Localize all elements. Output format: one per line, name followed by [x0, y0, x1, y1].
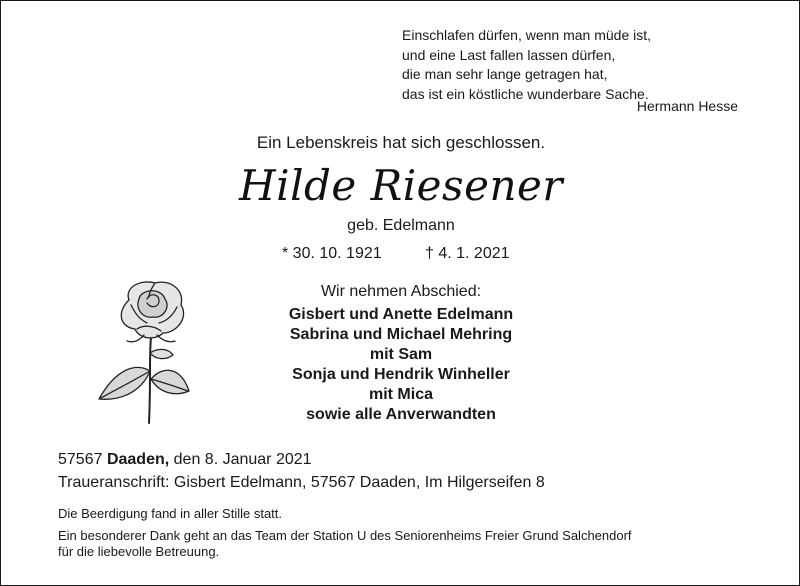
intro-text: Ein Lebenskreis hat sich geschlossen.: [256, 133, 546, 152]
mourner-entry: Gisbert und Anette Edelmann: [288, 306, 514, 323]
death-date: † 4. 1. 2021: [425, 245, 510, 262]
postcode: 57567: [58, 451, 103, 468]
mourning-address: Traueranschrift: Gisbert Edelmann, 57567 Daaden, Im Hilgerseifen 8: [58, 474, 545, 491]
mourner-entry: mit Mica: [368, 386, 433, 403]
rose-illustration: [89, 275, 199, 425]
poem-author: Hermann Hesse: [636, 98, 738, 114]
mourner-entry: Sabrina und Michael Mehring: [289, 326, 513, 343]
funeral-note: Die Beerdigung fand in aller Stille statt.: [58, 506, 283, 521]
thanks-line: für die liebevolle Betreuung.: [58, 544, 220, 559]
deceased-name: Hilde Riesener: [239, 161, 563, 210]
farewell-heading: Wir nehmen Abschied:: [320, 283, 482, 300]
poem-line: und eine Last fallen lassen dürfen,: [402, 46, 616, 63]
place-date-line: [58, 451, 312, 469]
town: Daaden,: [106, 451, 170, 468]
thanks-line: Ein besonderer Dank geht an das Team der Station U des Seniorenheims Freier Grund Salchendorf: [58, 528, 632, 543]
poem-quote: [402, 26, 651, 104]
mourner-entry: mit Sam: [369, 346, 433, 363]
poem-line: das ist ein köstliche wunderbare Sache.: [402, 85, 649, 102]
birth-name: geb. Edelmann: [347, 217, 455, 234]
notice-date: den 8. Januar 2021: [173, 451, 312, 468]
mourner-entry: sowie alle Anverwandten: [306, 406, 496, 423]
mourners-list: [201, 305, 601, 425]
birth-date: * 30. 10. 1921: [282, 245, 382, 262]
poem-line: Einschlafen dürfen, wenn man müde ist,: [402, 27, 652, 43]
mourner-entry: Sonja und Hendrik Winheller: [292, 366, 510, 383]
poem-line: die man sehr lange getragen hat,: [402, 66, 608, 82]
thanks-note: [58, 528, 632, 560]
